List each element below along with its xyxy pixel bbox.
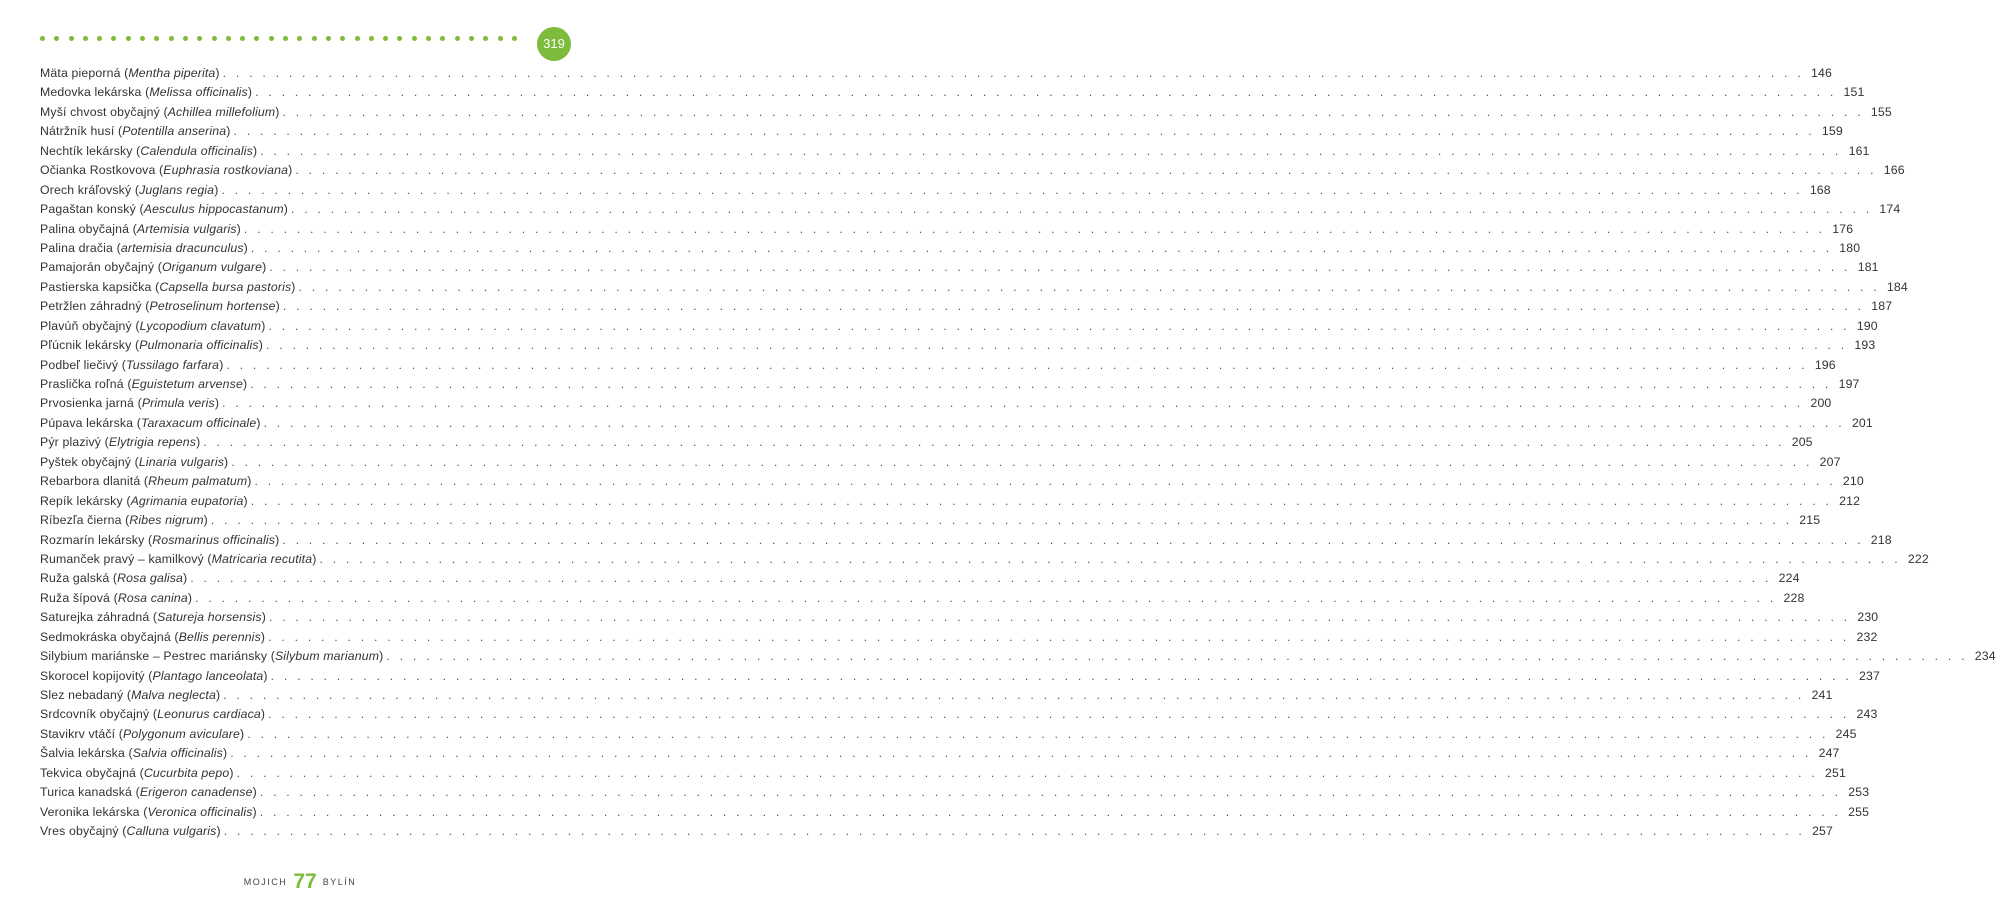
plant-name: Ríbezľa čierna [40, 513, 122, 528]
plant-latin-name: Primula veris [141, 396, 215, 411]
toc-entry [40, 104, 1892, 124]
toc-entry [40, 765, 1846, 785]
toc-entry-title: Pyštek obyčajný (Linaria vulgaris) [40, 454, 229, 469]
dot-leader: . . . . . . . . . . . . . . . . . . . . . . . . . . . . . . . . . . . . . . . . . . . . . . . . . . . . . . . . . . . . . . . . . . . . . . . . . . . . . . . . . . . . . . . . . . . . . . . . . . . . . . . . . . . . . . . . . . . . . . . . [260, 143, 1842, 158]
plant-name: Mäta pieporná [40, 66, 121, 80]
dot-leader: . . . . . . . . . . . . . . . . . . . . . . . . . . . . . . . . . . . . . . . . . . . . . . . . . . . . . . . . . . . . . . . . . . . . . . . . . . . . . . . . . . . . . . . . . . . . . . . . . . . . . . . . . . . . . . . . . . . . . . . . [221, 182, 1803, 197]
divider-dot [340, 36, 345, 41]
divider-dot [269, 36, 274, 41]
plant-latin-name: Rosmarinus officinalis [152, 532, 276, 547]
dot-leader: . . . . . . . . . . . . . . . . . . . . . . . . . . . . . . . . . . . . . . . . . . . . . . . . . . . . . . . . . . . . . . . . . . . . . . . . . . . . . . . . . . . . . . . . . . . . . . . . . . . . . . . . . . . . . . . . . . . . . . . . [243, 221, 1826, 236]
dot-leader: . . . . . . . . . . . . . . . . . . . . . . . . . . . . . . . . . . . . . . . . . . . . . . . . . . . . . . . . . . . . . . . . . . . . . . . . . . . . . . . . . . . . . . . . . . . . . . . . . . . . . . . . . . . . . . . . . . . . . . . . [254, 474, 1836, 489]
dot-leader: . . . . . . . . . . . . . . . . . . . . . . . . . . . . . . . . . . . . . . . . . . . . . . . . . . . . . . . . . . . . . . . . . . . . . . . . . . . . . . . . . . . . . . . . . . . . . . . . . . . . . . . . . . . . . . . . . . . . . . . . [233, 124, 1815, 139]
divider-dot [297, 36, 302, 41]
plant-latin-name: Potentilla anserina [122, 124, 227, 139]
toc-entry [40, 532, 1892, 552]
page-number: 228 [1783, 590, 1805, 605]
page-number: 253 [1848, 785, 1870, 800]
plant-name: Srdcovník obyčajný [40, 707, 150, 722]
dot-leader: . . . . . . . . . . . . . . . . . . . . . . . . . . . . . . . . . . . . . . . . . . . . . . . . . . . . . . . . . . . . . . . . . . . . . . . . . . . . . . . . . . . . . . . . . . . . . . . . . . . . . . . . . . . . . . . . . . . . . . . . [222, 66, 1804, 80]
plant-latin-name: Tussilago farfara [125, 357, 220, 372]
toc-entry [40, 493, 1861, 513]
divider-dot [283, 36, 288, 41]
dot-leader: . . . . . . . . . . . . . . . . . . . . . . . . . . . . . . . . . . . . . . . . . . . . . . . . . . . . . . . . . . . . . . . . . . . . . . . . . . . . . . . . . . . . . . . . . . . . . . . . . . . . . . . . . . . . . . . . . . . . . . . . [195, 590, 1777, 605]
toc-entry-title: Prvosienka jarná (Primula veris) [40, 396, 220, 411]
toc-entry [40, 357, 1836, 377]
toc-entry [40, 454, 1841, 474]
plant-name: Ruža galská [40, 571, 110, 586]
dot-leader: . . . . . . . . . . . . . . . . . . . . . . . . . . . . . . . . . . . . . . . . . . . . . . . . . . . . . . . . . . . . . . . . . . . . . . . . . . . . . . . . . . . . . . . . . . . . . . . . . . . . . . . . . . . . . . . . . . . . . . . . [269, 260, 1851, 275]
plant-latin-name: Silybum marianum [274, 649, 380, 664]
divider-dot [183, 36, 188, 41]
plant-latin-name: Rheum palmatum [148, 474, 248, 489]
toc-entry-title: Pľúcnik lekársky (Pulmonaria officinalis) [40, 338, 263, 353]
dot-leader: . . . . . . . . . . . . . . . . . . . . . . . . . . . . . . . . . . . . . . . . . . . . . . . . . . . . . . . . . . . . . . . . . . . . . . . . . . . . . . . . . . . . . . . . . . . . . . . . . . . . . . . . . . . . . . . . . . . . . . . . [282, 299, 1865, 314]
plant-latin-name: Taraxacum officinale [140, 415, 257, 430]
divider-dot [426, 36, 431, 41]
dot-leader: . . . . . . . . . . . . . . . . . . . . . . . . . . . . . . . . . . . . . . . . . . . . . . . . . . . . . . . . . . . . . . . . . . . . . . . . . . . . . . . . . . . . . . . . . . . . . . . . . . . . . . . . . . . . . . . . . . . . . . . . [319, 551, 1901, 566]
divider-dot [69, 36, 74, 41]
toc-entry [40, 279, 1908, 299]
plant-latin-name: Leonurus cardiaca [157, 707, 261, 722]
plant-latin-name: Cucurbita pepo [143, 765, 230, 780]
toc-entry [40, 377, 1860, 396]
plant-name: Turica kanadská [40, 785, 133, 800]
plant-name: Rozmarín lekársky [40, 532, 145, 547]
plant-latin-name: Plantago lanceolata [152, 668, 264, 683]
toc-entry-title: Rumanček pravý – kamilkový (Matricaria recutita) [40, 551, 317, 566]
toc-entry-title: Podbeľ liečivý (Tussilago farfara) [40, 357, 224, 372]
page-number: 184 [1886, 279, 1908, 294]
toc-entry-title: Pýr plazivý (Elytrigia repens) [40, 435, 201, 450]
plant-name: Nechtík lekársky [40, 143, 133, 158]
toc-entry [40, 240, 1861, 260]
divider-dot [226, 36, 231, 41]
page-number: 166 [1883, 163, 1905, 178]
divider-dot [97, 36, 102, 41]
page-number: 201 [1851, 415, 1873, 430]
footer-word-left: MOJICH [243, 877, 288, 887]
toc-entry [40, 143, 1870, 163]
plant-latin-name: Origanum vulgare [161, 260, 263, 275]
toc-entry [40, 610, 1879, 629]
toc-entry-title: Turica kanadská (Erigeron canadense) [40, 785, 257, 800]
plant-name: Vres obyčajný [40, 824, 119, 839]
page-number: 193 [1854, 338, 1876, 353]
dot-leader: . . . . . . . . . . . . . . . . . . . . . . . . . . . . . . . . . . . . . . . . . . . . . . . . . . . . . . . . . . . . . . . . . . . . . . . . . . . . . . . . . . . . . . . . . . . . . . . . . . . . . . . . . . . . . . . . . . . . . . . . [298, 279, 1880, 294]
toc-entry-title: Medovka lekárska (Melissa officinalis) [40, 85, 253, 100]
toc-entry [40, 202, 1901, 221]
plant-name: Silybium mariánske – Pestrec mariánsky [40, 649, 268, 664]
plant-name: Pľúcnik lekársky [40, 338, 132, 353]
dot-leader: . . . . . . . . . . . . . . . . . . . . . . . . . . . . . . . . . . . . . . . . . . . . . . . . . . . . . . . . . . . . . . . . . . . . . . . . . . . . . . . . . . . . . . . . . . . . . . . . . . . . . . . . . . . . . . . . . . . . . . . . [210, 513, 1793, 528]
dot-leader: . . . . . . . . . . . . . . . . . . . . . . . . . . . . . . . . . . . . . . . . . . . . . . . . . . . . . . . . . . . . . . . . . . . . . . . . . . . . . . . . . . . . . . . . . . . . . . . . . . . . . . . . . . . . . . . . . . . . . . . . [290, 202, 1873, 217]
toc-entry-title: Mäta pieporná (Mentha piperita) [40, 66, 220, 80]
divider-dot [40, 36, 45, 41]
toc-entry-title: Palina dračia (artemisia dracunculus) [40, 240, 248, 255]
toc-entry [40, 551, 1929, 571]
toc-entry [40, 785, 1870, 804]
plant-latin-name: Aesculus hippocastanum [143, 202, 284, 217]
page-number: 207 [1819, 454, 1841, 469]
divider-dot [440, 36, 445, 41]
dot-leader: . . . . . . . . . . . . . . . . . . . . . . . . . . . . . . . . . . . . . . . . . . . . . . . . . . . . . . . . . . . . . . . . . . . . . . . . . . . . . . . . . . . . . . . . . . . . . . . . . . . . . . . . . . . . . . . . . . . . . . . . [222, 396, 1804, 411]
toc-entry-title: Rozmarín lekársky (Rosmarinus officinalis) [40, 532, 280, 547]
plant-latin-name: Lycopodium clavatum [139, 318, 262, 333]
dot-leader: . . . . . . . . . . . . . . . . . . . . . . . . . . . . . . . . . . . . . . . . . . . . . . . . . . . . . . . . . . . . . . . . . . . . . . . . . . . . . . . . . . . . . . . . . . . . . . . . . . . . . . . . . . . . . . . . . . . . . . . . [250, 240, 1833, 255]
page-number: 210 [1842, 474, 1864, 489]
plant-latin-name: Eguistetum arvense [131, 377, 243, 391]
page-number: 245 [1835, 726, 1857, 741]
page-number: 174 [1879, 202, 1901, 217]
plant-latin-name: Capsella bursa pastoris [159, 279, 292, 294]
toc-entry [40, 571, 1800, 590]
plant-latin-name: Veronica officinalis [147, 804, 253, 819]
dot-leader: . . . . . . . . . . . . . . . . . . . . . . . . . . . . . . . . . . . . . . . . . . . . . . . . . . . . . . . . . . . . . . . . . . . . . . . . . . . . . . . . . . . . . . . . . . . . . . . . . . . . . . . . . . . . . . . . . . . . . . . . [268, 318, 1850, 333]
dot-leader: . . . . . . . . . . . . . . . . . . . . . . . . . . . . . . . . . . . . . . . . . . . . . . . . . . . . . . . . . . . . . . . . . . . . . . . . . . . . . . . . . . . . . . . . . . . . . . . . . . . . . . . . . . . . . . . . . . . . . . . . [270, 668, 1852, 683]
dot-leader: . . . . . . . . . . . . . . . . . . . . . . . . . . . . . . . . . . . . . . . . . . . . . . . . . . . . . . . . . . . . . . . . . . . . . . . . . . . . . . . . . . . . . . . . . . . . . . . . . . . . . . . . . . . . . . . . . . . . . . . . [259, 804, 1842, 819]
dot-leader: . . . . . . . . . . . . . . . . . . . . . . . . . . . . . . . . . . . . . . . . . . . . . . . . . . . . . . . . . . . . . . . . . . . . . . . . . . . . . . . . . . . . . . . . . . . . . . . . . . . . . . . . . . . . . . . . . . . . . . . . [265, 338, 1848, 353]
toc-entry-title: Nátržník husí (Potentilla anserina) [40, 124, 231, 139]
toc-entry-title: Púpava lekárska (Taraxacum officinale) [40, 415, 261, 430]
plant-name: Stavikrv vtáčí [40, 726, 116, 741]
page-number: 243 [1856, 707, 1878, 722]
dot-leader: . . . . . . . . . . . . . . . . . . . . . . . . . . . . . . . . . . . . . . . . . . . . . . . . . . . . . . . . . . . . . . . . . . . . . . . . . . . . . . . . . . . . . . . . . . . . . . . . . . . . . . . . . . . . . . . . . . . . . . . . [236, 765, 1818, 780]
divider-dot [483, 36, 488, 41]
toc-entry-title: Saturejka záhradná (Satureja horsensis) [40, 610, 266, 625]
plant-latin-name: Satureja horsensis [157, 610, 262, 625]
page-number: 224 [1778, 571, 1800, 586]
page-number: 176 [1832, 221, 1854, 236]
plant-latin-name: Rosa canina [117, 590, 188, 605]
dot-leader: . . . . . . . . . . . . . . . . . . . . . . . . . . . . . . . . . . . . . . . . . . . . . . . . . . . . . . . . . . . . . . . . . . . . . . . . . . . . . . . . . . . . . . . . . . . . . . . . . . . . . . . . . . . . . . . . . . . . . . . . [231, 454, 1813, 469]
page-number: 237 [1859, 668, 1880, 683]
page-number: 200 [1810, 396, 1832, 411]
toc-entry-title: Petržlen záhradný (Petroselinum hortense) [40, 299, 280, 314]
dot-leader: . . . . . . . . . . . . . . . . . . . . . . . . . . . . . . . . . . . . . . . . . . . . . . . . . . . . . . . . . . . . . . . . . . . . . . . . . . . . . . . . . . . . . . . . . . . . . . . . . . . . . . . . . . . . . . . . . . . . . . . . [386, 649, 1968, 664]
plant-name: Palina obyčajná [40, 221, 130, 236]
toc-entry-title: Ríbezľa čierna (Ribes nigrum) [40, 513, 208, 528]
page-number: 241 [1811, 688, 1833, 702]
toc-entry-title: Sedmokráska obyčajná (Bellis perennis) [40, 629, 266, 644]
toc-entry-title: Nechtík lekársky (Calendula officinalis) [40, 143, 258, 158]
toc-entry [40, 338, 1876, 357]
toc-entry-title: Očianka Rostkovova (Euphrasia rostkoviana) [40, 163, 293, 178]
divider-dot [383, 36, 388, 41]
dot-leader: . . . . . . . . . . . . . . . . . . . . . . . . . . . . . . . . . . . . . . . . . . . . . . . . . . . . . . . . . . . . . . . . . . . . . . . . . . . . . . . . . . . . . . . . . . . . . . . . . . . . . . . . . . . . . . . . . . . . . . . . [223, 688, 1805, 702]
plant-latin-name: Mentha piperita [128, 66, 216, 80]
page-number: 161 [1848, 143, 1870, 158]
plant-name: Nátržník husí [40, 124, 115, 139]
divider-dot [169, 36, 174, 41]
dot-leader: . . . . . . . . . . . . . . . . . . . . . . . . . . . . . . . . . . . . . . . . . . . . . . . . . . . . . . . . . . . . . . . . . . . . . . . . . . . . . . . . . . . . . . . . . . . . . . . . . . . . . . . . . . . . . . . . . . . . . . . . [203, 435, 1785, 450]
plant-latin-name: Euphrasia rostkoviana [163, 163, 289, 178]
toc-entry [40, 629, 1878, 649]
toc-entry [40, 85, 1865, 104]
dot-leader: . . . . . . . . . . . . . . . . . . . . . . . . . . . . . . . . . . . . . . . . . . . . . . . . . . . . . . . . . . . . . . . . . . . . . . . . . . . . . . . . . . . . . . . . . . . . . . . . . . . . . . . . . . . . . . . . . . . . . . . . [230, 746, 1812, 761]
plant-latin-name: Ribes nigrum [129, 513, 204, 528]
toc-entry-title: Stavikrv vtáčí (Polygonum aviculare) [40, 726, 245, 741]
plant-latin-name: Artemisia vulgaris [136, 221, 237, 236]
page-number: 180 [1839, 240, 1861, 255]
plant-latin-name: Polygonum aviculare [123, 726, 241, 741]
footer-number: 77 [293, 870, 317, 893]
divider-dot [254, 36, 259, 41]
plant-latin-name: Calluna vulgaris [126, 824, 217, 839]
toc-entry [40, 66, 1832, 85]
page-number: 205 [1791, 435, 1813, 450]
toc-entry [40, 318, 1878, 338]
page-number: 190 [1856, 318, 1878, 333]
divider-dot [455, 36, 460, 41]
toc-entry [40, 668, 1880, 688]
divider-dot [126, 36, 131, 41]
plant-latin-name: Malva neglecta [131, 688, 216, 702]
toc-entry-title: Silybium mariánske – Pestrec mariánsky (Silybum marianum) [40, 649, 384, 664]
toc-entry [40, 513, 1821, 532]
plant-name: Saturejka záhradná [40, 610, 150, 625]
plant-latin-name: Rosa galisa [117, 571, 184, 586]
dot-leader: . . . . . . . . . . . . . . . . . . . . . . . . . . . . . . . . . . . . . . . . . . . . . . . . . . . . . . . . . . . . . . . . . . . . . . . . . . . . . . . . . . . . . . . . . . . . . . . . . . . . . . . . . . . . . . . . . . . . . . . . [247, 726, 1829, 741]
page-number: 218 [1870, 532, 1892, 547]
toc-entry-title: Pastierska kapsička (Capsella bursa pastoris) [40, 279, 296, 294]
page-number-badge: 319 [537, 27, 571, 61]
page-number: 215 [1799, 513, 1821, 528]
page-number: 168 [1809, 182, 1831, 197]
plant-latin-name: Achillea millefolium [167, 104, 276, 119]
divider-dot [83, 36, 88, 41]
page-number: 197 [1838, 377, 1860, 391]
divider-dot [412, 36, 417, 41]
toc-entry [40, 474, 1864, 493]
toc-entry-title: Skorocel kopijovitý (Plantago lanceolata) [40, 668, 268, 683]
divider-dot [498, 36, 503, 41]
plant-name: Prvosienka jarná [40, 396, 134, 411]
toc-entry-title: Slez nebadaný (Malva neglecta) [40, 688, 221, 702]
divider-dot [512, 36, 517, 41]
plant-name: Orech kráľovský [40, 182, 132, 197]
plant-latin-name: Agrimania eupatoria [130, 493, 244, 508]
toc-entry-title: Plavúň obyčajný (Lycopodium clavatum) [40, 318, 266, 333]
dot-leader: . . . . . . . . . . . . . . . . . . . . . . . . . . . . . . . . . . . . . . . . . . . . . . . . . . . . . . . . . . . . . . . . . . . . . . . . . . . . . . . . . . . . . . . . . . . . . . . . . . . . . . . . . . . . . . . . . . . . . . . . [263, 415, 1845, 430]
footer-word-right: BYLÍN [322, 877, 357, 887]
toc-entry-title: Šalvia lekárska (Salvia officinalis) [40, 746, 228, 761]
dot-leader: . . . . . . . . . . . . . . . . . . . . . . . . . . . . . . . . . . . . . . . . . . . . . . . . . . . . . . . . . . . . . . . . . . . . . . . . . . . . . . . . . . . . . . . . . . . . . . . . . . . . . . . . . . . . . . . . . . . . . . . . [250, 377, 1832, 391]
page-number: 255 [1848, 804, 1870, 819]
dot-leader: . . . . . . . . . . . . . . . . . . . . . . . . . . . . . . . . . . . . . . . . . . . . . . . . . . . . . . . . . . . . . . . . . . . . . . . . . . . . . . . . . . . . . . . . . . . . . . . . . . . . . . . . . . . . . . . . . . . . . . . . [295, 163, 1877, 178]
plant-name: Slez nebadaný [40, 688, 124, 702]
divider-dot [312, 36, 317, 41]
toc-entry-title: Palina obyčajná (Artemisia vulgaris) [40, 221, 241, 236]
divider-dot [154, 36, 159, 41]
toc-entry [40, 435, 1813, 454]
dot-leader: . . . . . . . . . . . . . . . . . . . . . . . . . . . . . . . . . . . . . . . . . . . . . . . . . . . . . . . . . . . . . . . . . . . . . . . . . . . . . . . . . . . . . . . . . . . . . . . . . . . . . . . . . . . . . . . . . . . . . . . . [226, 357, 1808, 372]
divider-dot [111, 36, 116, 41]
plant-name: Púpava lekárska [40, 415, 134, 430]
plant-name: Myší chvost obyčajný [40, 104, 160, 119]
toc-entry-title: Tekvica obyčajná (Cucurbita pepo) [40, 765, 234, 780]
toc-entry [40, 804, 1870, 824]
toc-entry [40, 182, 1831, 202]
plant-latin-name: Calendula officinalis [140, 143, 253, 158]
divider-dot [369, 36, 374, 41]
footer-title [0, 870, 600, 894]
divider-dot [140, 36, 145, 41]
page-number: 222 [1907, 551, 1929, 566]
divider-dot [212, 36, 217, 41]
divider-dot [326, 36, 331, 41]
dot-leader: . . . . . . . . . . . . . . . . . . . . . . . . . . . . . . . . . . . . . . . . . . . . . . . . . . . . . . . . . . . . . . . . . . . . . . . . . . . . . . . . . . . . . . . . . . . . . . . . . . . . . . . . . . . . . . . . . . . . . . . . [268, 610, 1851, 625]
plant-name: Tekvica obyčajná [40, 765, 137, 780]
page-number: 230 [1857, 610, 1879, 625]
page-number: 247 [1818, 746, 1840, 761]
divider-dot [397, 36, 402, 41]
toc-entry [40, 746, 1840, 765]
plant-latin-name: Salvia officinalis [132, 746, 223, 761]
divider-dot [240, 36, 245, 41]
toc-entry [40, 124, 1843, 143]
toc-entry [40, 707, 1878, 726]
page-number: 181 [1857, 260, 1879, 275]
plant-name: Petržlen záhradný [40, 299, 142, 314]
page-number: 151 [1843, 85, 1865, 100]
divider-dot [469, 36, 474, 41]
plant-latin-name: Petroselinum hortense [149, 299, 276, 314]
plant-latin-name: Matricaria recutita [211, 551, 313, 566]
table-of-contents [40, 66, 1996, 844]
plant-name: Pamajorán obyčajný [40, 260, 155, 275]
plant-latin-name: artemisia dracunculus [120, 240, 244, 255]
page-number: 251 [1825, 765, 1846, 780]
toc-entry-title: Ruža galská (Rosa galisa) [40, 571, 188, 586]
page-number: 146 [1811, 66, 1832, 80]
dot-leader: . . . . . . . . . . . . . . . . . . . . . . . . . . . . . . . . . . . . . . . . . . . . . . . . . . . . . . . . . . . . . . . . . . . . . . . . . . . . . . . . . . . . . . . . . . . . . . . . . . . . . . . . . . . . . . . . . . . . . . . . [282, 532, 1864, 547]
page-number: 159 [1821, 124, 1843, 139]
page-number: 196 [1814, 357, 1836, 372]
toc-entry [40, 415, 1873, 435]
plant-name: Podbeľ liečivý [40, 357, 119, 372]
plant-name: Praslička roľná [40, 377, 124, 391]
plant-latin-name: Melissa officinalis [149, 85, 248, 100]
page-number: 257 [1812, 824, 1834, 839]
toc-entry-title: Srdcovník obyčajný (Leonurus cardiaca) [40, 707, 266, 722]
plant-name: Palina dračia [40, 240, 114, 255]
plant-name: Šalvia lekárska [40, 746, 125, 761]
page-number: 234 [1974, 649, 1996, 664]
plant-latin-name: Erigeron canadense [139, 785, 253, 800]
plant-name: Medovka lekárska [40, 85, 142, 100]
plant-name: Sedmokráska obyčajná [40, 629, 171, 644]
toc-entry [40, 163, 1905, 182]
plant-latin-name: Linaria vulgaris [138, 454, 225, 469]
divider-dot [355, 36, 360, 41]
plant-name: Plavúň obyčajný [40, 318, 132, 333]
toc-entry-title: Rebarbora dlanitá (Rheum palmatum) [40, 474, 252, 489]
toc-entry [40, 590, 1805, 610]
dot-leader: . . . . . . . . . . . . . . . . . . . . . . . . . . . . . . . . . . . . . . . . . . . . . . . . . . . . . . . . . . . . . . . . . . . . . . . . . . . . . . . . . . . . . . . . . . . . . . . . . . . . . . . . . . . . . . . . . . . . . . . . [282, 104, 1864, 119]
plant-name: Pyštek obyčajný [40, 454, 132, 469]
page-number: 155 [1870, 104, 1892, 119]
toc-entry-title: Ruža šípová (Rosa canina) [40, 590, 193, 605]
toc-entry-title: Pamajorán obyčajný (Origanum vulgare) [40, 260, 267, 275]
toc-entry [40, 221, 1854, 241]
plant-latin-name: Bellis perennis [178, 629, 261, 644]
plant-latin-name: Pulmonaria officinalis [139, 338, 259, 353]
plant-name: Ruža šípová [40, 590, 111, 605]
dot-leader: . . . . . . . . . . . . . . . . . . . . . . . . . . . . . . . . . . . . . . . . . . . . . . . . . . . . . . . . . . . . . . . . . . . . . . . . . . . . . . . . . . . . . . . . . . . . . . . . . . . . . . . . . . . . . . . . . . . . . . . . [250, 493, 1833, 508]
plant-name: Veronika lekárska [40, 804, 140, 819]
plant-name: Rumanček pravý – kamilkový [40, 551, 204, 566]
plant-name: Pýr plazivý [40, 435, 102, 450]
dot-leader: . . . . . . . . . . . . . . . . . . . . . . . . . . . . . . . . . . . . . . . . . . . . . . . . . . . . . . . . . . . . . . . . . . . . . . . . . . . . . . . . . . . . . . . . . . . . . . . . . . . . . . . . . . . . . . . . . . . . . . . . [268, 629, 1850, 644]
dot-leader: . . . . . . . . . . . . . . . . . . . . . . . . . . . . . . . . . . . . . . . . . . . . . . . . . . . . . . . . . . . . . . . . . . . . . . . . . . . . . . . . . . . . . . . . . . . . . . . . . . . . . . . . . . . . . . . . . . . . . . . . [255, 85, 1837, 100]
toc-entry-title: Veronika lekárska (Veronica officinalis) [40, 804, 257, 819]
toc-entry [40, 688, 1833, 707]
plant-latin-name: Juglans regia [139, 182, 215, 197]
header-dot-divider [40, 36, 517, 41]
plant-name: Skorocel kopijovitý [40, 668, 145, 683]
toc-entry-title: Praslička roľná (Eguistetum arvense) [40, 377, 248, 391]
dot-leader: . . . . . . . . . . . . . . . . . . . . . . . . . . . . . . . . . . . . . . . . . . . . . . . . . . . . . . . . . . . . . . . . . . . . . . . . . . . . . . . . . . . . . . . . . . . . . . . . . . . . . . . . . . . . . . . . . . . . . . . . [190, 571, 1772, 586]
toc-entry [40, 726, 1857, 746]
plant-name: Očianka Rostkovova [40, 163, 156, 178]
dot-leader: . . . . . . . . . . . . . . . . . . . . . . . . . . . . . . . . . . . . . . . . . . . . . . . . . . . . . . . . . . . . . . . . . . . . . . . . . . . . . . . . . . . . . . . . . . . . . . . . . . . . . . . . . . . . . . . . . . . . . . . . [223, 824, 1806, 839]
dot-leader: . . . . . . . . . . . . . . . . . . . . . . . . . . . . . . . . . . . . . . . . . . . . . . . . . . . . . . . . . . . . . . . . . . . . . . . . . . . . . . . . . . . . . . . . . . . . . . . . . . . . . . . . . . . . . . . . . . . . . . . . [268, 707, 1850, 722]
plant-name: Pagaštan konský [40, 202, 136, 217]
plant-name: Repík lekársky [40, 493, 123, 508]
toc-entry-title: Pagaštan konský (Aesculus hippocastanum) [40, 202, 288, 217]
plant-name: Rebarbora dlanitá [40, 474, 141, 489]
toc-entry [40, 260, 1879, 279]
page-number: 187 [1871, 299, 1893, 314]
dot-leader: . . . . . . . . . . . . . . . . . . . . . . . . . . . . . . . . . . . . . . . . . . . . . . . . . . . . . . . . . . . . . . . . . . . . . . . . . . . . . . . . . . . . . . . . . . . . . . . . . . . . . . . . . . . . . . . . . . . . . . . . [259, 785, 1842, 800]
toc-entry [40, 396, 1832, 415]
toc-entry-title: Repík lekársky (Agrimania eupatoria) [40, 493, 248, 508]
toc-entry [40, 824, 1834, 843]
page-number: 212 [1839, 493, 1861, 508]
toc-entry [40, 649, 1996, 668]
toc-entry-title: Myší chvost obyčajný (Achillea millefolium) [40, 104, 280, 119]
divider-dot [197, 36, 202, 41]
divider-dot [54, 36, 59, 41]
page-number: 232 [1856, 629, 1878, 644]
toc-entry [40, 299, 1893, 318]
plant-latin-name: Elytrigia repens [108, 435, 197, 450]
plant-name: Pastierska kapsička [40, 279, 152, 294]
toc-entry-title: Vres obyčajný (Calluna vulgaris) [40, 824, 221, 839]
toc-entry-title: Orech kráľovský (Juglans regia) [40, 182, 219, 197]
